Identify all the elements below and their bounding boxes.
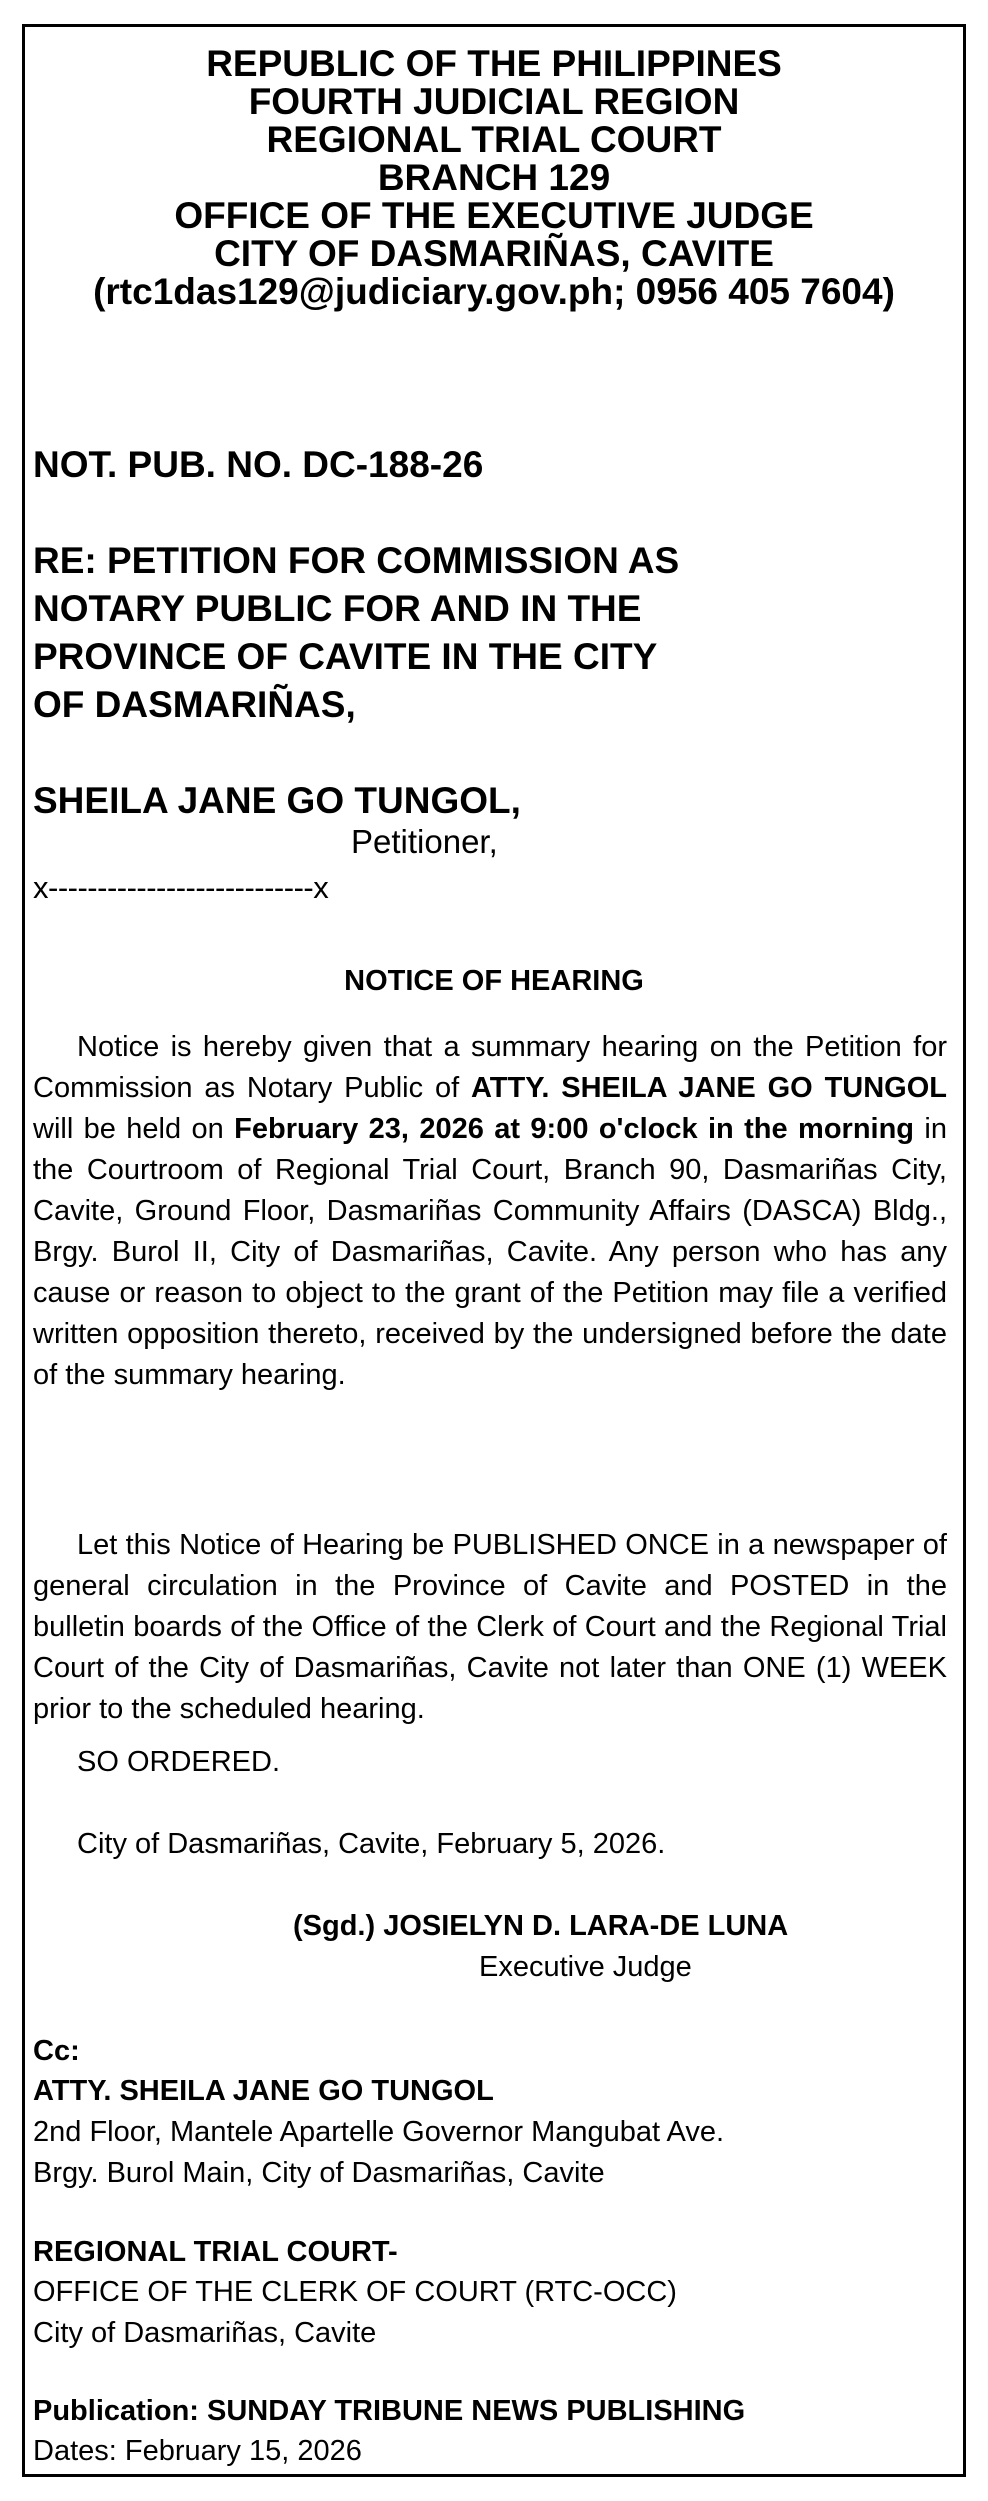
header-line-country: REPUBLIC OF THE PHILIPPINES bbox=[206, 43, 782, 84]
cc-recipient1-address-line2: Brgy. Burol Main, City of Dasmariñas, Cavite bbox=[33, 2157, 605, 2189]
notice-title: NOTICE OF HEARING bbox=[344, 965, 644, 997]
caption-separator: x---------------------------x bbox=[33, 870, 329, 905]
date-place: City of Dasmariñas, Cavite, February 5, 2026. bbox=[77, 1828, 666, 1860]
cc-recipient2-address-line2: City of Dasmariñas, Cavite bbox=[33, 2317, 377, 2349]
re-line: OF DASMARIÑAS, bbox=[33, 684, 356, 725]
notice-number: NOT. PUB. NO. DC-188-26 bbox=[33, 444, 484, 485]
re-line: NOTARY PUBLIC FOR AND IN THE bbox=[33, 588, 642, 629]
publication-dates: Dates: February 15, 2026 bbox=[33, 2435, 362, 2467]
cc-recipient2-address-line1: OFFICE OF THE CLERK OF COURT (RTC-OCC) bbox=[33, 2276, 677, 2308]
publication-line: Publication: SUNDAY TRIBUNE NEWS PUBLISHING bbox=[33, 2395, 746, 2427]
petitioner-role: Petitioner, bbox=[351, 823, 498, 860]
so-ordered: SO ORDERED. bbox=[77, 1746, 281, 1778]
paragraph-text: in the Courtroom of Regional Trial Court, Branch 90, Dasmariñas City, Cavite, Ground Floor, Dasmariñas Community Affairs (DASCA) Bldg., Brgy. Burol II, City of Dasmariñas, Cavite. Any person who has any cause or reason to object to the grant of the Petition may file a verified written opposition thereto, received by the undersigned before the date of the summary hearing. bbox=[33, 1113, 947, 1391]
header-line-court: REGIONAL TRIAL COURT bbox=[266, 119, 722, 160]
cc-recipient2-name: REGIONAL TRIAL COURT- bbox=[33, 2236, 398, 2268]
re-line: RE: PETITION FOR COMMISSION AS bbox=[33, 540, 680, 581]
re-block bbox=[33, 537, 679, 729]
cc-label: Cc: bbox=[33, 2035, 80, 2067]
header-line-office: OFFICE OF THE EXECUTIVE JUDGE bbox=[174, 195, 814, 236]
re-line: PROVINCE OF CAVITE IN THE CITY bbox=[33, 636, 658, 677]
signatory-title: Executive Judge bbox=[479, 1951, 692, 1983]
petitioner-bold: ATTY. SHEILA JANE GO TUNGOL bbox=[471, 1072, 947, 1104]
signatory-name: (Sgd.) JOSIELYN D. LARA-DE LUNA bbox=[293, 1910, 789, 1942]
hearing-date-bold: February 23, 2026 at 9:00 o'clock in the morning bbox=[234, 1113, 915, 1145]
header-line-contact: (rtc1das129@judiciary.gov.ph; 0956 405 7604) bbox=[93, 271, 895, 312]
paragraph-hearing bbox=[33, 1027, 947, 1396]
cc-recipient1-name: ATTY. SHEILA JANE GO TUNGOL bbox=[33, 2075, 494, 2107]
paragraph-publication-order: Let this Notice of Hearing be PUBLISHED ONCE in a newspaper of general circulation in the Province of Cavite and POSTED in the bulletin boards of the Office of the Clerk of Court and the Regional Trial Court of the City of Dasmariñas, Cavite not later than ONE (1) WEEK prior to the scheduled hearing. bbox=[33, 1529, 947, 1725]
cc-recipient1-address-line1: 2nd Floor, Mantele Apartelle Governor Mangubat Ave. bbox=[33, 2116, 725, 2148]
notice-document bbox=[22, 24, 966, 2477]
petitioner-name: SHEILA JANE GO TUNGOL, bbox=[33, 780, 521, 821]
header-line-region: FOURTH JUDICIAL REGION bbox=[248, 81, 740, 122]
header-line-city: CITY OF DASMARIÑAS, CAVITE bbox=[214, 233, 774, 274]
paragraph-text: will be held on bbox=[33, 1113, 235, 1145]
court-header bbox=[25, 45, 963, 311]
paragraph-text: Notice is hereby given that a summary hearing on the Petition for Commission as Notary Public of bbox=[33, 1031, 947, 1104]
header-line-branch: BRANCH 129 bbox=[377, 157, 611, 198]
